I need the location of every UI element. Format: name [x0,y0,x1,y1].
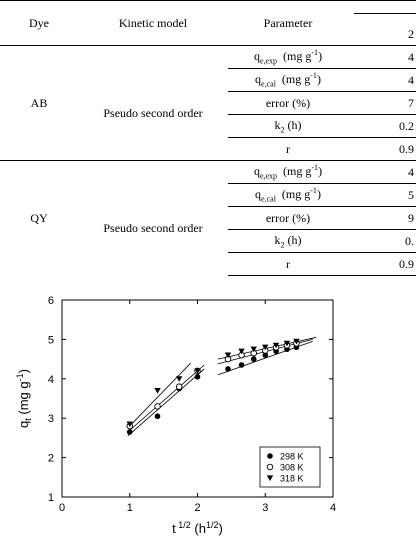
data-point [155,404,161,410]
legend-label: 318 K [280,473,304,484]
x-axis-label: t $^{1/2}$ $(h^{1/2})$ [172,520,223,536]
fit-line [128,365,205,432]
y-tick-label: 6 [47,295,54,307]
header-partial-column [348,1,416,46]
table-row [0,46,416,69]
data-point [127,429,133,435]
header-parameter: Parameter [263,15,313,30]
value-cell: 4 [348,161,416,184]
value-cell: 4 [408,49,414,64]
parameter-cell: error (%) [228,92,348,115]
value-cell: 9 [348,207,416,230]
parameter-cell: r [228,138,348,161]
data-point [154,388,160,394]
value-cell: 0.9 [348,253,416,276]
data-point [176,376,182,382]
legend-label: 308 K [280,462,304,473]
parameter-cell: $q_{e,cal}$ (mg $g^{-1}$) [228,184,348,207]
dye-cell: QY [0,161,78,276]
parameter-cell: $q_{e,exp}$ (mg $g^{-1}$) [253,48,323,66]
value-cell: 0.2 [348,115,416,138]
kinetic-plot-figure [0,276,407,536]
x-tick-label: 2 [194,502,201,514]
parameter-cell: r [228,253,348,276]
table-row [0,161,416,184]
parameter-cell: $q_{e,cal}$ (mg $g^{-1}$) [228,69,348,92]
data-point [195,374,201,380]
parameter-cell: $k_2$ (h) [228,115,348,138]
kinetic-model-cell: Pseudo second order [78,161,228,276]
kinetic-model-cell: Pseudo second order [103,105,203,120]
y-tick-label: 3 [47,413,54,426]
data-point [225,366,231,372]
parameter-cell: error (%) [228,207,348,230]
x-tick-label: 1 [126,502,133,514]
header-partial-label: 2 [408,27,414,41]
y-tick-label: 2 [47,452,54,465]
value-cell: 4 [348,69,416,92]
value-cell: 5 [348,184,416,207]
legend-marker [267,464,273,470]
value-cell: 0. [348,230,416,253]
legend-marker [267,453,273,459]
parameter-cell: $k_2$ (h) [228,230,348,253]
y-tick-label: 5 [47,334,54,347]
x-tick-label: 0 [58,502,66,514]
dye-cell: AB [30,95,48,110]
y-tick-label: 1 [47,492,54,504]
fit-line [128,369,205,436]
parameter-cell: $q_{e,exp}$ (mg $g^{-1}$) [228,161,348,184]
header-dye: Dye [29,15,49,30]
data-point [251,356,257,362]
data-point [239,362,245,368]
y-axis-label: $q_t$ (mg $g^{-1}$) [15,369,33,428]
value-cell: 7 [348,92,416,115]
header-kinetic-model: Kinetic model [118,15,188,30]
intraparticle-diffusion-chart [0,276,407,536]
x-tick-label: 3 [262,502,269,514]
y-tick-label: 4 [47,373,54,386]
data-point [176,384,182,390]
x-tick-label: 4 [329,502,337,514]
value-cell: 0.9 [348,138,416,161]
kinetic-parameter-table [0,0,414,271]
legend-label: 298 K [280,451,304,462]
data-point [155,413,161,419]
